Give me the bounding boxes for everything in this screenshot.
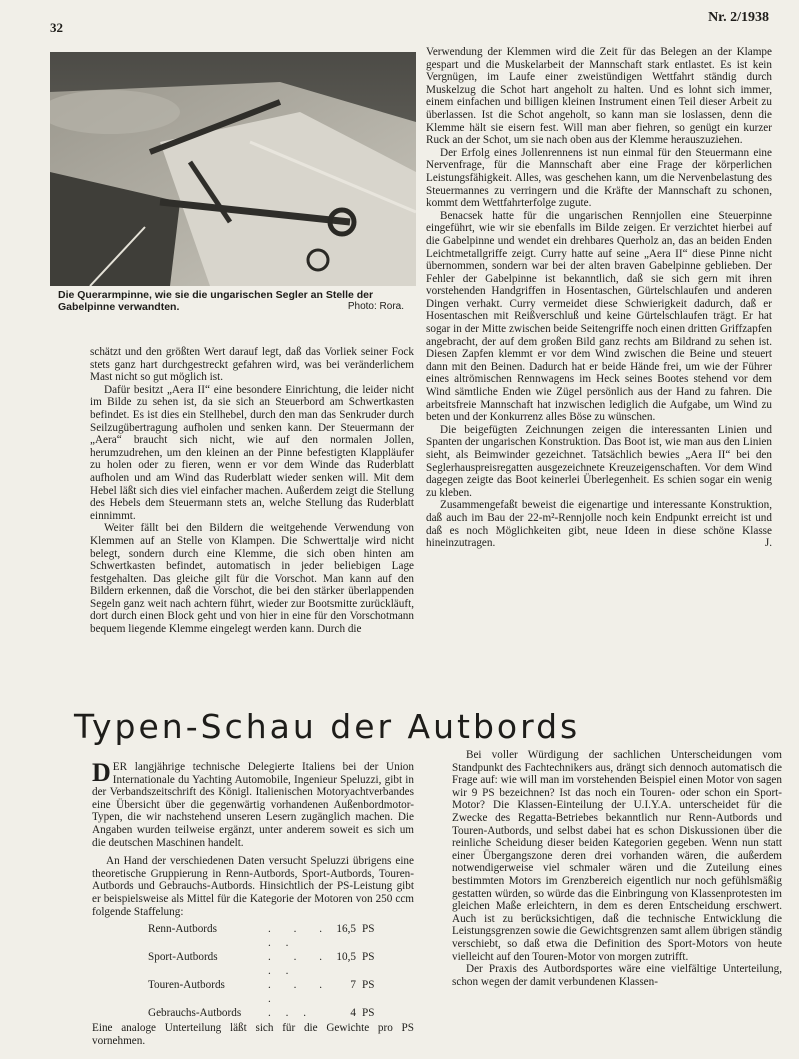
ps-value: 4 [350, 1007, 356, 1020]
dot-leader: . . . . [268, 979, 328, 1006]
ps-table-row [148, 1006, 414, 1020]
article1-left-column [90, 346, 414, 636]
ps-value: 10,5 [336, 951, 356, 964]
category-label: Gebrauchs-Autbords [148, 1007, 242, 1020]
paragraph: Dafür besitzt „Aera II“ eine besondere Einrichtung, die leider nicht im Bilde zu sehen ist, da sie sich an Steuerbord am Schwertkasten befindet. Es ist dies ein Stellhebel, durch den man das Senkruder durch Seilzugübertragung aufholen und senken kann. Der Steuermann der „Aera“ braucht sich nicht, wie auf den normalen Jollen, herumzudrehen, um den kleinen an der Pinne befestigten Klappläufer zu holen oder zu fieren, wenn er vor dem Winde das Ruderblatt aufholen und am Wind das Ruderblatt wieder senken will. Mit dem Hebel läßt sich dies viel einfacher machen. Außerdem zeigt die Stellung des Hebels dem Steuermann stets an, welche Stellung das Ruderblatt einnimmt. [90, 383, 414, 522]
paragraph: Die beigefügten Zeichnungen zeigen die interessanten Linien und Spanten der ungarischen Konstruktion. Das Boot ist, wie man aus den Linien sieht, als Beimwinder gezeichnet. Tatsächlich bewies „Aera II“ bei den Seglerhauspreisregatten ausgezeichnete Kreuzeigenschaften. Vor dem Wind dagegen zeigte das Boot keinerlei Überlegenheit. Es schien sogar ein wenig zu kleben. [426, 423, 772, 499]
paragraph: Benacsek hatte für die ungarischen Rennjollen eine Steuerpinne eingeführt, wie wir sie ebenfalls im Bilde zeigen. Er verzichtet hierbei auf die Gabelpinne und wendet ein drehbares Querholz an, das an beiden Enden Leichtmetallgriffe zeigt. Curry hatte auf seine „Aera II“ diese Pinne nicht übernommen, sondern war bei der alten braven Gabelpinne geblieben. Der Fehler der Gabelpinne ist bekanntlich, daß sie sich gern mit ihren vorstehenden Handgriffen in Hosentaschen, Gürtelschlaufen und anderen Dingen verhakt. Curry vermeidet diese Schwierigkeit dadurch, daß er Hosentaschen mit Reißverschluß und keine Gürtelschlaufen trägt. Er hat sogar in der Mitte zwischen beide Seitengriffe noch einen dritten Griffzapfen angebracht, der auf dem großen Bild ganz rechts am Bildrand zu sehen ist. Diesen Zapfen klemmt er vor dem Wind zwischen die Beine und steuert dann mit den Beinen. Dadurch hat er beide Hände frei, um wie der Führer eines altrömischen Rennwagens im Heck seines Bootes stehend vor dem Wind sämtliche Enden wie Zügel persönlich aus der Hand zu fahren. Die arbeitsfreie Mannschaft hat inzwischen lediglich die Aufgabe, um Wind zu beten und der Konkurrenz alles Böse zu wünschen. [426, 209, 772, 424]
category-label: Renn-Autbords [148, 923, 217, 936]
tiller-photo-illustration [50, 52, 416, 286]
ps-table-row [148, 922, 414, 950]
article2-left-column [92, 758, 414, 1047]
article-heading: Typen-Schau der Autbords [74, 707, 581, 746]
photo-caption-text: Die Querarmpinne, wie sie die ungarischen Segler an Stelle der Gabelpinne verwandten. [58, 289, 374, 313]
photo-credit: Photo: Rora. [347, 301, 404, 312]
ps-unit: PS [362, 1007, 375, 1020]
paragraph: Der Praxis des Autbordsportes wäre eine vielfältige Unterteilung, schon wegen der damit verbundenen Klassen- [452, 963, 782, 988]
paragraph: schätzt und den größten Wert darauf legt, daß das Vorliek seiner Fock stets ganz hart durchgestreckt gefahren wird, was bei veränderlichem Mast nicht so gut möglich ist. [90, 346, 414, 384]
ps-unit: PS [362, 923, 375, 936]
ps-value: 16,5 [336, 923, 356, 936]
author-signature: J. [764, 537, 772, 550]
dot-leader: . . . . . [268, 951, 328, 978]
article1-right-column [426, 46, 772, 550]
ps-table-row [148, 950, 414, 978]
paragraph-text: Zusammengefaßt beweist die eigenartige und interessante Konstruktion, daß auch im Bau der 22-m²-Rennjolle noch kein Endpunkt erreicht ist und daß es noch Möglichkeiten gibt, neue Ideen in diese schöne Klasse hineinzutragen. [426, 499, 772, 550]
issue-number: Nr. 2/1938 [708, 10, 769, 25]
ps-value: 7 [350, 979, 356, 992]
paragraph: Der Erfolg eines Jollenrennens ist nun einmal für den Steuermann eine Nervenfrage, für die Mannschaft aber eine Frage der körperlichen Leistungsfähigkeit. Alles, was geschehen kann, um die Nervenbelastung des Steuermannes zu verringern und die Kräfte der Mannschaft zu schonen, kommt dem Wettfahrterfolge zugute. [426, 146, 772, 210]
paragraph: Bei voller Würdigung der sachlichen Unterscheidungen vom Standpunkt des Fachtechnikers aus, drängt sich dennoch automatisch die Frage auf: wie will man im vorstehenden Beispiel einen Motor von sagen wir 9 PS bezeichnen? Ist das noch ein Touren- oder schon ein Sport-Motor? Die Klassen-Einteilung der U.I.Y.A. unterscheidet für die Zwecke des Regatta-Betriebes bekanntlich nur Renn-Autbords und Touren-Autbords, und selbst dabei hat es schon Diskussionen über die reinliche Scheidung dieser beiden Kategorien gegeben. Wenn nun statt einer Übergangszone deren drei vorhanden wären, die außerdem notwendigerweise viel schmaler wären und die Zuteilung eines bestimmten Motors im Grenzbereich eigentlich nur noch gefühlsmäßig gestatten würden, so würde das die Einbringung von Klassenprotesten im gleichen Maße erleichtern, in dem es deren Entscheidung erschwert. Auch ist zu berücksichtigen, daß die technische Entwicklung die Leistungsgrenzen sowie die Gewichtsgrenzen samt allem übrigen ständig verschiebt, so daß etwa die Definition des Sport-Motors von heute vielleicht auf den Touren-Motor von morgen zutrifft. [452, 749, 782, 963]
dot-leader: . . . [268, 1007, 312, 1020]
drop-cap: D [92, 758, 111, 787]
ps-table [148, 922, 414, 1020]
paragraph-last [426, 499, 772, 549]
ps-unit: PS [362, 979, 375, 992]
paragraph: Weiter fällt bei den Bildern die weitgehende Verwendung von Klemmen auf an Stelle von Klampen. Die Schwerttalje wird nicht belegt, sondern durch eine Klemme, die sich oben hinten am Schwertkasten befindet, automatisch in jeder beliebigen Lage festgehalten. Das gleiche gilt für die Vorschot. Man kann auf den Bildern erkennen, daß die Vorschot, die bei den stärker überlappenden Segeln ganz weit nach achtern führt, wieder zur Bootsmitte zurückläuft, dort durch einen Block geht und von hier in eine für den Vorschotmann bequem liegende Klemme eingelegt werden kann. Durch die [90, 522, 414, 636]
intro-text: ER langjährige technische Delegierte Italiens bei der Union Internationale du Yachting Automobile, Ingenieur Speluzzi, gibt in der Verbandszeitschrift des Königl. Italienischen Motoryachtverbandes eine Übersicht über die gegenwärtig vorhandenen Außenbordmotor-Typen, die wir nachstehend unseren Lesern zugänglich machen. Die Angaben wurden teilweise ergänzt, unter anderem soweit es sich um die deutschen Maschinen handelt. [92, 761, 414, 849]
paragraph: An Hand der verschiedenen Daten versucht Speluzzi übrigens eine theoretische Gruppierung in Renn-Autbords, Sport-Autbords, Touren-Autbords und Gebrauchs-Autbords. Hinsichtlich der PS-Leistung gibt er beispielsweise als Mittel für die Kategorie der Motoren von 250 ccm folgende Staffelung: [92, 855, 414, 918]
photo-caption [58, 290, 404, 313]
category-label: Sport-Autbords [148, 951, 218, 964]
paragraph: Verwendung der Klemmen wird die Zeit für das Belegen an der Klampe gespart und die Muskelarbeit der Mannschaft stark entlastet. Es ist kein Vergnügen, im Laufe einer zweistündigen Wettfahrt ständig durch Muskelzug die Schot hart angeholt zu halten. Und es lohnt sich immer, einem einfachen und billigen kleinen Instrument einen Teil dieser Arbeit zu überlassen. Ist die Schot angeholt, so kann man sie loslassen, denn die Klemme hält sie eisern fest. Will man aber fiehren, so genügt ein kurzer Ruck an der Schot, um sie nach oben aus der Klemme herauszuziehen. [426, 46, 772, 147]
dot-leader: . . . . . [268, 923, 328, 950]
ps-unit: PS [362, 951, 375, 964]
page-number: 32 [50, 20, 63, 35]
tiller-photo [50, 52, 416, 286]
paragraph: Eine analoge Unterteilung läßt sich für die Gewichte pro PS vornehmen. [92, 1022, 414, 1047]
intro-paragraph [92, 758, 414, 849]
ps-table-row [148, 978, 414, 1006]
category-label: Touren-Autbords [148, 979, 225, 992]
article2-right-column [452, 749, 782, 988]
